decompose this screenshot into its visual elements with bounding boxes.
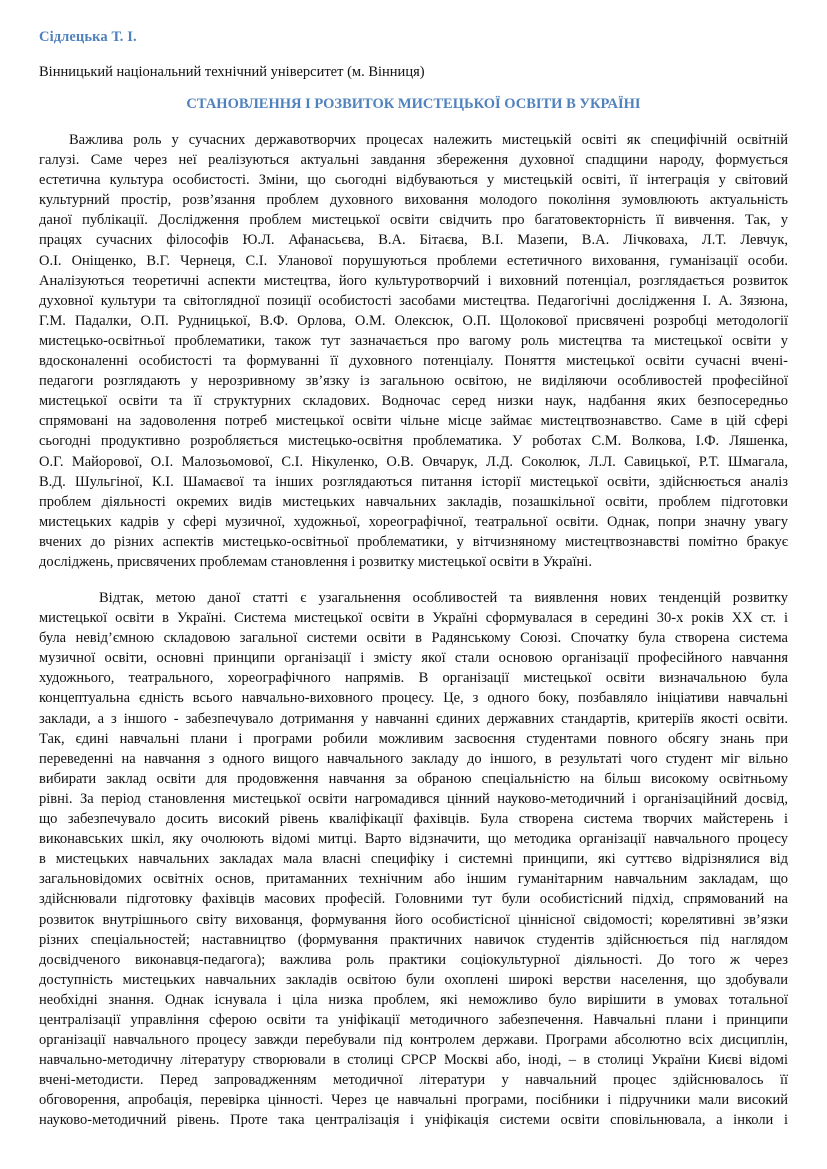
text-line: вибирати заклад освіти для продовження навчання за обраною спеціальністю на більш високому освітньому xyxy=(39,770,788,787)
text-line: організації навчального процесу завжди перебували під контролем держави. Програми абсолютно всіх дисциплін, xyxy=(39,1032,788,1049)
text-line: Важлива роль у сучасних державотворчих процесах належить мистецькій освіті як специфічній освітній xyxy=(69,132,788,148)
text-line: Г.М. Падалки, О.П. Рудницької, В.Ф. Орлова, О.М. Олексюк, О.П. Щолокової присвячені розробці методології xyxy=(39,312,788,329)
paragraph-purpose xyxy=(39,588,788,1131)
text-line: вдосконаленні особистості та формуванні її духовного потенціалу. Поняття мистецької освіти сучасні вчені- xyxy=(39,353,788,370)
author-name: Сідлецька Т. І. xyxy=(39,29,137,45)
text-line: мистецької освіти та її структурних складових. Водночас серед низки наук, надбання яких безпосередньо xyxy=(39,393,788,410)
text-line: науково-методичний рівень. Проте така централізація і уніфікація системи освіти сповільнювала, а інколи і xyxy=(39,1112,788,1129)
text-line: досвідченого виконавця-педагога); важлива роль практики соціокультурної діяльності. До того ж через xyxy=(39,951,788,968)
text-line: галузі. Саме через неї реалізуються актуальні завдання збереження духовної спадщини народу, формується xyxy=(39,152,788,169)
text-line: культурний простір, розв’язання проблем духовного виховання молодого покоління зумовлюють актуальність xyxy=(39,192,788,209)
text-line: досліджень, присвячених проблемам становлення і розвитку мистецької освіти в Україні. xyxy=(39,553,592,570)
text-line: концептуальна єдність всього навчально-виховного процесу. Це, з одного боку, позбавляло ініціативи навчальні xyxy=(39,690,788,707)
text-line: що забезпечувало досить високий рівень кваліфікації фахівців. Була створена система творчих майстерень і xyxy=(39,811,788,828)
text-line: необхідні знання. Однак існувала і ціла низка проблем, які неможливо було вирішити в умовах тотальної xyxy=(39,991,788,1008)
text-line: естетична культура особистості. Зміни, що сьогодні відбуваються у мистецькій освіті, її інтеграція у світовий xyxy=(39,172,788,189)
text-line: Відтак, метою даної статті є узагальнення особливостей та виявлення нових тенденцій розвитку xyxy=(99,590,788,606)
text-line: мистецьких кадрів у сфері музичної, художньої, хореографічної, театральної освіти. Однак, попри значну увагу xyxy=(39,513,788,530)
article-title: СТАНОВЛЕННЯ І РОЗВИТОК МИСТЕЦЬКОЇ ОСВІТИ В УКРАЇНІ xyxy=(186,96,641,112)
text-line: Аналізуються теоретичні аспекти мистецтва, його культуротворчий і виховний потенціал, розглядається розвиток xyxy=(39,272,788,289)
text-line: педагоги розглядають у нерозривному зв’язку із загальною освітою, не виділяючи особливостей професійної xyxy=(39,373,788,390)
text-line: виконавських шкіл, яку очолюють відомі митці. Варто відзначити, що методика організації навчального процесу xyxy=(39,831,788,848)
text-line: мистецької освіти в Україні. Система мистецької освіти в Україні сформувалася в середині 30-х років ХХ ст. і xyxy=(39,610,788,627)
text-line: розвиток внутрішнього світу вихованця, формування його особистісної ціннісної свідомості; корелятивні зв’язки xyxy=(39,911,788,928)
text-line: різних спеціальностей; наставництво (формування практичних навичок студентів здійснюється під наглядом xyxy=(39,931,788,948)
text-line: вчених до різних аспектів мистецько-освітньої проблематики, у вітчизняному мистецтвознавстві помітно бракує xyxy=(39,533,788,550)
text-line: сьогодні продуктивно розробляється мистецько-освітня проблематика. У роботах С.М. Волкова, І.Ф. Ляшенка, xyxy=(39,433,788,450)
text-line: проблем діяльності окремих видів мистецьких навчальних закладів, позашкільної освіти, проблем підготовки xyxy=(39,493,788,510)
text-line: працях сучасних філософів Ю.Л. Афанасьєва, В.А. Бітаєва, В.І. Мазепи, В.А. Лічковаха, Л.Т. Левчук, xyxy=(39,232,788,249)
text-line: доступність мистецьких навчальних закладів освітою були охоплені широкі верстви населення, що здобували xyxy=(39,971,788,988)
text-line: О.Г. Майорової, О.І. Малозьомової, С.І. Нікуленко, О.В. Овчарук, Л.Д. Соколюк, Л.Л. Савицької, Р.Т. Шмагала, xyxy=(39,453,788,470)
text-line: вчені-методисти. Перед запровадженням методичної літератури у навчальний процес здійснювалось її xyxy=(39,1072,788,1089)
text-line: навчально-методичну літературу створювали в столиці СРСР Москві або, іноді, – в столиці України Києві відомі xyxy=(39,1052,788,1069)
text-line: Так, єдині навчальні плани і програми робили можливим засвоєння студентами повного обсягу знань при xyxy=(39,730,788,747)
text-line: загальновідомих освітніх основ, притаманних технічним або іншим гуманітарним навчальним закладам, що xyxy=(39,871,788,888)
paragraph-intro xyxy=(39,130,788,572)
text-line: здійснювали підготовку фахівців масових професій. Головними тут були особистісний підхід, спрямований на xyxy=(39,891,788,908)
text-line: централізації управління сферою освіти та уніфікації методичного забезпечення. Навчальні плани і принципи xyxy=(39,1011,788,1028)
text-line: спрямовані на задоволення потреб мистецької освіти чільне місце займає мистецтвознавство. Саме в цій сфері xyxy=(39,413,788,430)
text-line: духовної культури та світоглядної позиції особистості засобами мистецтва. Педагогічні дослідження І. А. Зязюна, xyxy=(39,292,788,309)
text-line: даної публікації. Дослідження проблем мистецької освіти свідчить про багатовекторність її вивчення. Так, у xyxy=(39,212,788,229)
text-line: рівні. За період становлення мистецької освіти нагромадився цінний науково-методичний і організаційний досвід, xyxy=(39,790,788,807)
text-line: в мистецьких навчальних закладах мала власні специфіку і системні принципи, які суттєво відрізнялися від xyxy=(39,851,788,868)
text-line: О.І. Оніщенко, В.Г. Чернеця, С.І. Уланової порушуються проблеми естетичного виховання, гуманізації особи. xyxy=(39,252,788,269)
text-line: художнього, театрального, хореографічного напрямів. В організації мистецької освіти визначальною була xyxy=(39,670,788,687)
text-line: музичної освіти, основні принципи організації і змісту якої стали основою організації професійного навчання xyxy=(39,650,788,667)
text-line: В.Д. Шульгіної, К.І. Шамаєвої та інших розглядаються питання історії мистецької освіти, здійснюється аналіз xyxy=(39,473,788,490)
text-line: була невід’ємною складовою загальної системи освіти в Радянському Союзі. Спочатку була створена система xyxy=(39,630,788,647)
text-line: мистецько-освітньої проблематики, також тут зазначається про вагому роль мистецтва та мистецької освіти у xyxy=(39,332,788,349)
text-line: обговорення, апробація, перевірка цінності. Через це навчальні програми, посібники і підручники мали високий xyxy=(39,1092,788,1109)
text-line: заклади, а з іншого - забезпечувало дотримання у навчанні єдиних державних стандартів, критеріїв якості освіти. xyxy=(39,710,788,727)
text-line: переведенні на навчання з одного вищого навчального закладу до іншого, в результаті чого студент міг вільно xyxy=(39,750,788,767)
author-affiliation: Вінницький національний технічний університет (м. Вінниця) xyxy=(39,64,425,80)
